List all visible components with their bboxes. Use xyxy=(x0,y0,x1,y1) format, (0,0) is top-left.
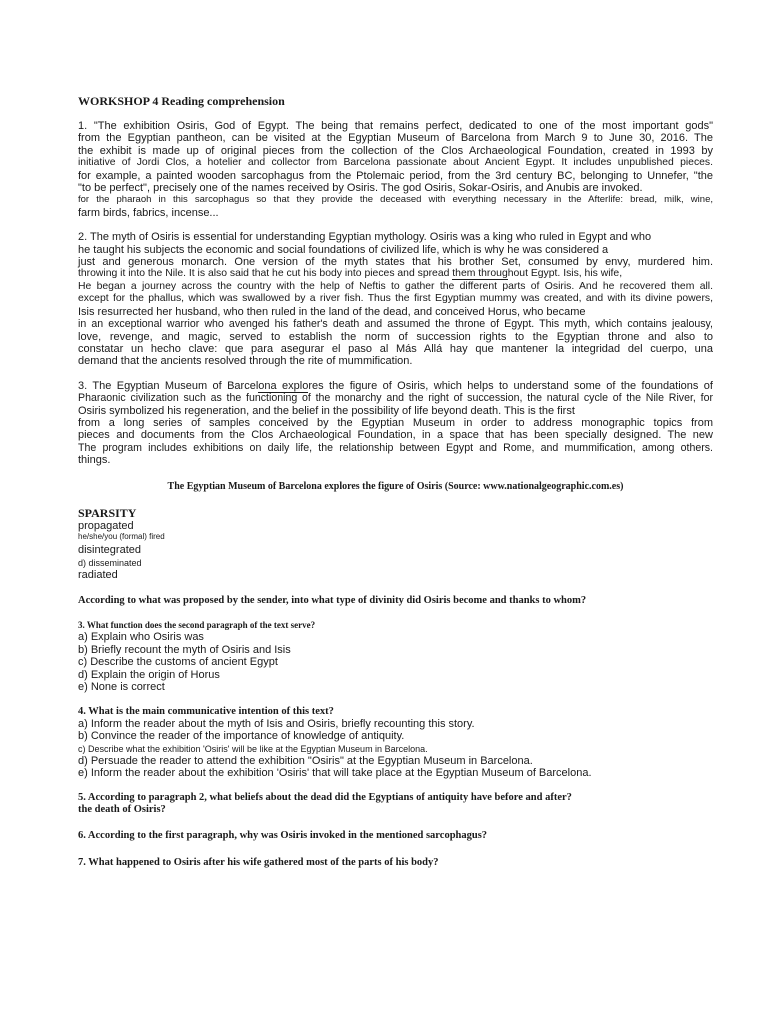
paragraph-2-line: in an exceptional warrior who avenged his father's death and assumed the throne of Egypt. This myth, which contains jealousy, xyxy=(78,318,713,331)
question-3 xyxy=(78,619,713,694)
paragraph-3 xyxy=(78,380,713,467)
paragraph-3-line: from a long series of samples conceived by the Egyptian Museum in order to address monographic topics from xyxy=(78,416,713,429)
paragraph-1-line: the exhibit is made up of original pieces from the collection of the Clos Archaeological Foundation, created in 1993 by xyxy=(78,144,713,157)
paragraph-1-line: 1. "The exhibition Osiris, God of Egypt. The being that remains perfect, dedicated to one of the most important gods" xyxy=(78,120,713,132)
sparsity-option: he/she/you (formal) fired xyxy=(78,532,165,542)
question-5-line: 5. According to paragraph 2, what beliefs about the dead did the Egyptians of antiquity have before and after? xyxy=(78,791,572,803)
question-3-text: 3. What function does the second paragraph of the text serve? xyxy=(78,620,316,631)
question-7: 7. What happened to Osiris after his wife gathered most of the parts of his body? xyxy=(78,856,439,868)
paragraph-3-line: Pharaonic civilization such as the functioning of the monarchy and the right of succession, the natural cycle of the Nile River, for xyxy=(78,392,713,405)
underlined-text: them throug xyxy=(452,268,508,280)
question-4-option: e) Inform the reader about the exhibition 'Osiris' that will take place at the Egyptian Museum of Barcelona. xyxy=(78,767,592,780)
question-5 xyxy=(78,792,713,816)
question-3-option: b) Briefly recount the myth of Osiris and Isis xyxy=(78,643,291,656)
paragraph-2-line: except for the phallus, which was swallowed by a river fish. Thus the first Egyptian mummy was created, and with its divine powers, xyxy=(78,293,713,305)
sparsity-option: propagated xyxy=(78,519,134,532)
question-4-option: b) Convince the reader of the importance of knowledge of antiquity. xyxy=(78,730,405,743)
document-page xyxy=(78,94,713,869)
sparsity-option: radiated xyxy=(78,568,118,581)
question-4 xyxy=(78,706,713,780)
sparsity-option: disintegrated xyxy=(78,544,141,557)
paragraph-3-line xyxy=(78,380,713,392)
paragraph-2-line: just and generous monarch. One version of the myth states that his brother Set, consumed by envy, murdered him. xyxy=(78,256,713,269)
sparsity-option: d) disseminated xyxy=(78,557,142,568)
question-4-option: a) Inform the reader about the myth of Isis and Osiris, briefly recounting this story. xyxy=(78,717,475,730)
question-4-option: d) Persuade the reader to attend the exhibition "Osiris" at the Egyptian Museum in Barcelona. xyxy=(78,754,533,767)
paragraph-2-line: love, revenge, and magic, served to establish the norm of succession rights to the Egyptian throne and also to xyxy=(78,330,713,343)
paragraph-2-line xyxy=(78,268,713,280)
underlined-text: ona explo xyxy=(258,379,309,392)
paragraph-3-line: pieces and documents from the Clos Archaeological Foundation, in a space that has been specially designed. The new xyxy=(78,429,713,442)
question-2: According to what was proposed by the sender, into what type of divinity did Osiris become and thanks to whom? xyxy=(78,595,587,607)
paragraph-1 xyxy=(78,120,713,219)
paragraph-1-line: farm birds, fabrics, incense... xyxy=(78,206,219,219)
paragraph-2-line: he taught his subjects the economic and social foundations of civilized life, which is why he was considered a xyxy=(78,243,609,256)
paragraph-2-line: 2. The myth of Osiris is essential for understanding Egyptian mythology. Osiris was a king who ruled in Egypt and who xyxy=(78,231,652,244)
question-5-line: the death of Osiris? xyxy=(78,803,166,815)
paragraph-1-line: initiative of Jordi Clos, a hotelier and collector from Barcelona passionate about Ancient Egypt. It includes unpublished pieces. xyxy=(78,157,713,169)
question-3-option: e) None is correct xyxy=(78,681,165,694)
paragraph-2 xyxy=(78,231,713,367)
question-3-option: a) Explain who Osiris was xyxy=(78,631,204,644)
page-title: WORKSHOP 4 Reading comprehension xyxy=(78,94,285,108)
paragraph-2-text: hout Egypt. Isis, his wife, xyxy=(507,268,623,280)
sparsity-section xyxy=(78,507,713,582)
paragraph-2-line: constatar un hecho clave: que para asegurar el paso al Más Allá hay que mantener la integridad del cuerpo, una xyxy=(78,342,713,355)
paragraph-1-line: for the pharaoh in this sarcophagus so that they provide the deceased with everything necessary in the Afterlife: bread, milk, wine, xyxy=(78,194,713,206)
paragraph-3-line: Osiris symbolized his regeneration, and the belief in the possibility of life beyond death. This is the first xyxy=(78,404,575,417)
paragraph-1-line: for example, a painted wooden sarcophagus from the Ptolemaic period, from the 3rd century BC, belonging to Unnefer, "the xyxy=(78,169,713,182)
paragraph-1-line: "to be perfect", precisely one of the names received by Osiris. The god Osiris, Sokar-Osiris, and Anubis are invoked. xyxy=(78,182,643,195)
paragraph-3-line: things. xyxy=(78,454,111,467)
question-4-text: 4. What is the main communicative intention of this text? xyxy=(78,705,334,717)
paragraph-2-text: throwing it into the Nile. It is also said that he cut his body into pieces and spread xyxy=(78,268,453,280)
question-6: 6. According to the first paragraph, why was Osiris invoked in the mentioned sarcophagus? xyxy=(78,829,488,841)
paragraph-2-line: Isis resurrected her husband, who then ruled in the land of the dead, and conceived Horus, who became xyxy=(78,305,586,318)
question-4-option: c) Describe what the exhibition 'Osiris' will be like at the Egyptian Museum in Barcelona. xyxy=(78,743,428,754)
paragraph-3-line: The program includes exhibitions on daily life, the relationship between Egypt and Rome, and mummification, among others. xyxy=(78,441,713,454)
sparsity-heading: SPARSITY xyxy=(78,505,137,520)
question-3-option: d) Explain the origin of Horus xyxy=(78,668,220,681)
paragraph-2-line: demand that the ancients resolved through the rite of mummification. xyxy=(78,355,413,368)
paragraph-3-text: res the figure of Osiris, which helps to understand some of the foundations of xyxy=(308,379,713,392)
paragraph-1-line: from the Egyptian pantheon, can be visited at the Egyptian Museum of Barcelona from March 9 to June 30, 2016. The xyxy=(78,132,713,145)
paragraph-2-line: He began a journey across the country with the help of Neftis to gather the different parts of Osiris. And he recovered them all. xyxy=(78,280,713,292)
question-3-option: c) Describe the customs of ancient Egypt xyxy=(78,656,278,669)
paragraph-3-text: 3. The Egyptian Museum of Barcel xyxy=(78,379,259,392)
caption: The Egyptian Museum of Barcelona explores the figure of Osiris (Source: www.nationalgeographic.com.es) xyxy=(167,480,624,492)
